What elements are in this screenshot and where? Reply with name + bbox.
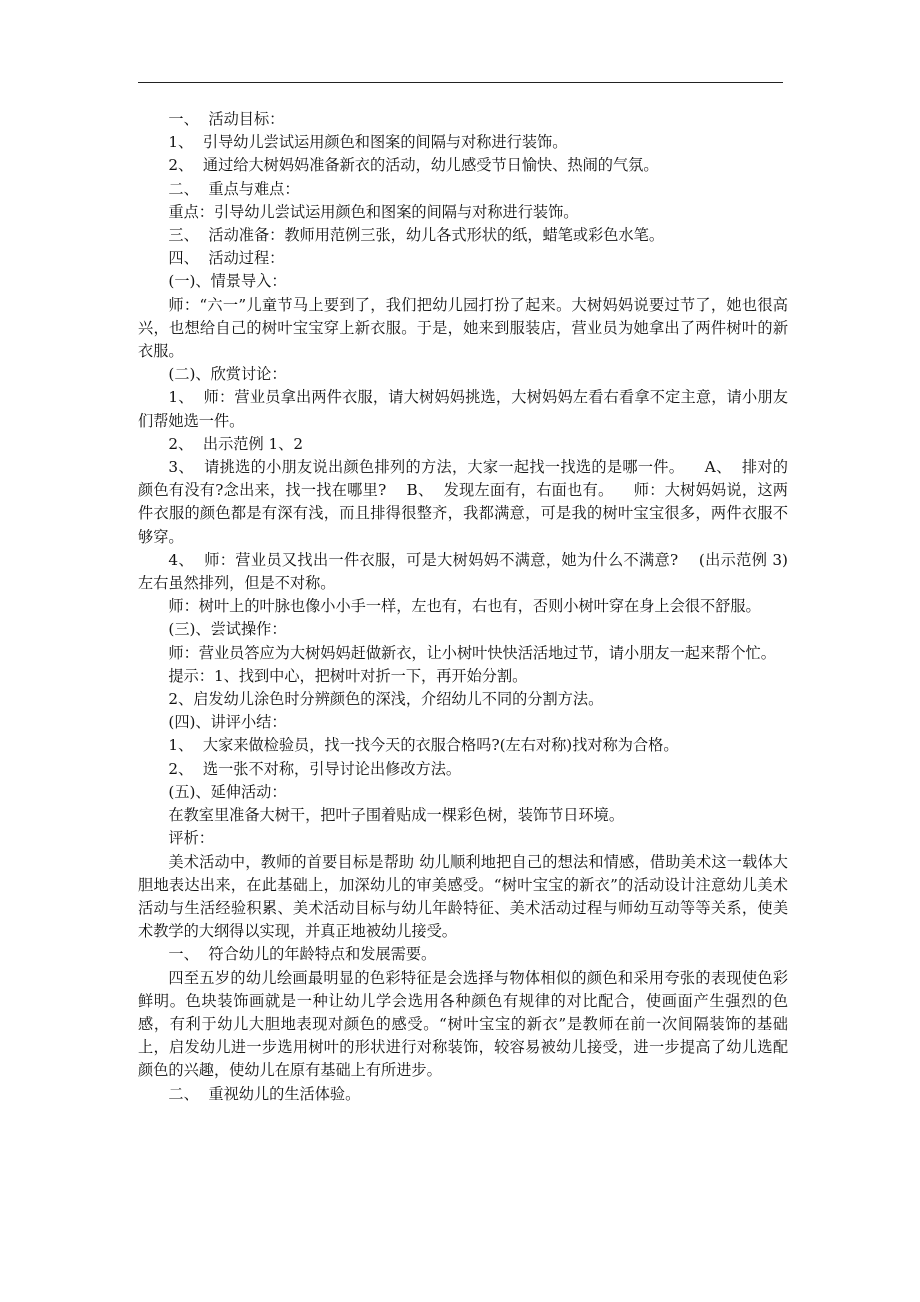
header-rule (138, 82, 783, 83)
paragraph: 四至五岁的幼儿绘画最明显的色彩特征是会选择与物体相似的颜色和采用夸张的表现使色彩鲜明。色块装饰画就是一种让幼儿学会选用各种颜色有规律的对比配合，使画面产生强烈的色感，有利于幼儿大胆地表现对颜色的感受。“树叶宝宝的新衣”是教师在前一次间隔装饰的基础上，启发幼儿进一步选用树叶的形状进行对称装饰，较容易被幼儿接受，进一步提高了幼儿选配颜色的兴趣，使幼儿在原有基础上有所进步。 (138, 968, 788, 1080)
paragraph: 在教室里准备大树干，把叶子围着贴成一棵彩色树，装饰节日环境。 (168, 806, 625, 825)
paragraph: 3、 请挑选的小朋友说出颜色排列的方法，大家一起找一找选的是哪一件。 A、 排对的颜色有没有?念出来，找一找在哪里? B、 发现左面有，右面也有。 师：大树妈妈说，这两件衣服的颜色都是有深有浅，而且排得很整齐，我都满意，可是我的树叶宝宝很多，两件衣服不够穿。 (138, 458, 788, 546)
paragraph: 四、 活动过程： (168, 249, 285, 268)
paragraph: (五)、延伸活动： (168, 782, 287, 801)
paragraph: 2、 出示范例 1、2 (168, 434, 303, 453)
paragraph: 师：树叶上的叶脉也像小小手一样，左也有，右也有，否则小树叶穿在身上会很不舒服。 (168, 597, 761, 616)
paragraph: 美术活动中，教师的首要目标是帮助 幼儿顺利地把自己的想法和情感，借助美术这一载体大胆地表达出来，在此基础上，加深幼儿的审美感受。“树叶宝宝的新衣”的活动设计注意幼儿美术活动与生活经验积累、美术活动目标与幼儿年龄特征、美术活动过程与师幼互动等等关系，使美术教学的大纲得以实现，并真正地被幼儿接受。 (138, 852, 788, 941)
paragraph: 重点：引导幼儿尝试运用颜色和图案的间隔与对称进行装饰。 (168, 202, 579, 221)
paragraph: 师：营业员答应为大树妈妈赶做新衣，让小树叶快快活活地过节，请小朋友一起来帮个忙。 (168, 643, 776, 662)
paragraph: (一)、情景导入： (168, 272, 287, 291)
paragraph: 二、 重点与难点： (168, 179, 300, 198)
paragraph: 4、 师：营业员又找出一件衣服，可是大树妈妈不满意，她为什么不满意? (出示范例 3)左右虽然排列，但是不对称。 (138, 550, 788, 593)
paragraph: (四)、讲评小结： (168, 713, 287, 732)
paragraph: 1、 师：营业员拿出两件衣服，请大树妈妈挑选，大树妈妈左看右看拿不定主意，请小朋友们帮她选一件。 (138, 388, 788, 430)
paragraph: (二)、欣赏讨论： (168, 365, 287, 384)
paragraph: 三、 活动准备：教师用范例三张，幼儿各式形状的纸，蜡笔或彩色水笔。 (168, 226, 665, 245)
paragraph: 评析： (168, 829, 214, 848)
paragraph: 一、 活动目标： (168, 110, 285, 128)
paragraph: 1、 引导幼儿尝试运用颜色和图案的间隔与对称进行装饰。 (168, 133, 568, 152)
paragraph: 提示：1、找到中心，把树叶对折一下，再开始分割。 (168, 666, 528, 685)
paragraph: 2、 通过给大树妈妈准备新衣的活动，幼儿感受节日愉快、热闹的气氛。 (168, 156, 659, 175)
paragraph: (三)、尝试操作： (168, 620, 287, 639)
document-body (138, 108, 788, 1106)
paragraph: 2、启发幼儿涂色时分辨颜色的深浅，介绍幼儿不同的分割方法。 (168, 690, 604, 709)
paragraph: 师：“六一”儿童节马上要到了，我们把幼儿园打扮了起来。大树妈妈说要过节了，她也很高兴，也想给自己的树叶宝宝穿上新衣服。于是，她来到服装店，营业员为她拿出了两件树叶的新衣服。 (138, 295, 788, 361)
paragraph: 1、 大家来做检验员，找一找今天的衣服合格吗?(左右对称)找对称为合格。 (168, 736, 679, 755)
paragraph: 二、 重视幼儿的生活体验。 (168, 1084, 361, 1103)
paragraph: 一、 符合幼儿的年龄特点和发展需要。 (168, 945, 437, 964)
paragraph: 2、 选一张不对称，引导讨论出修改方法。 (168, 759, 462, 778)
